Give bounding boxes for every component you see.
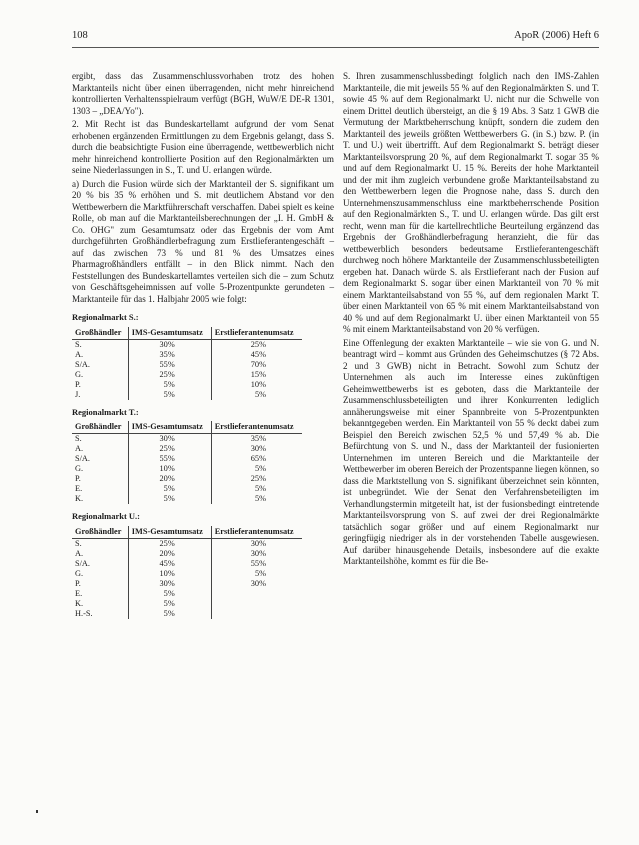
table-cell: 25% bbox=[128, 370, 211, 380]
table-header-row bbox=[72, 421, 302, 434]
table-row bbox=[72, 559, 302, 569]
table-cell: S/A. bbox=[72, 454, 128, 464]
table-cell: 5% bbox=[254, 389, 266, 399]
column-header: Großhändler bbox=[72, 526, 128, 539]
table-cell bbox=[211, 609, 302, 619]
table-cell: A. bbox=[72, 350, 128, 360]
table-row bbox=[72, 444, 302, 454]
table-cell: S/A. bbox=[72, 559, 128, 569]
page-number: 108 bbox=[72, 30, 88, 41]
table-cell: 30% bbox=[128, 579, 211, 589]
table-cell: G. bbox=[72, 569, 128, 579]
table-row bbox=[72, 434, 302, 445]
table-cell: 5% bbox=[128, 609, 211, 619]
paragraph: Eine Offenlegung der exakten Marktanteile – wie sie von G. und N. beantragt wird – kommt aus Gründen des Geheimschutzes (§ 72 Abs. 2 und 3 GWB) nicht in Betracht. Sowohl zum Schutz der Unternehmen als auch im Interesse eines zukünftigen Geheimwettbewerbs ist es geboten, dass die Marktanteile der Zusammenschlussbeteiligten und ihrer Konkurrenten lediglich annäherungsweise mit einer Spannbreite von 5-Prozentpunkten bekanntgegeben werden. Ein Marktanteil von 55 % deckt dabei zum Beispiel den Bereich zwischen 52,5 % und 57,49 % ab. Die Befürchtung von S. und N., dass der Marktanteil der fusionierten Unternehmen im unteren Bereich und die Marktanteile der Wettbewerber im oberen Bereich der Prozentspanne liegen können, so dass die Marktstellung von S. signifikant überzeichnet sein könnten, ist unbegründet. Wie der Senat den Verfahrensbeteiligten im Verhandlungstermin mitgeteilt hat, ist der fusionsbedingt eintretende Marktanteilsvorsprung von S. auf zwei der drei Regionalmärkte tatsächlich sogar größer und auf einem Regionalmarkt nur geringfügig niedriger als in der vorstehenden Tabelle ausgewiesen. Auf darüber hinausgehende Details, insbesondere auf die exakte Marktanteilshöhe, kommt es für die Be- bbox=[343, 337, 599, 566]
table-header-row bbox=[72, 327, 302, 340]
table-row bbox=[72, 350, 302, 360]
table-cell bbox=[211, 589, 302, 599]
table-cell: 55% bbox=[128, 454, 211, 464]
margin-mark bbox=[36, 810, 38, 813]
table-cell: 5% bbox=[254, 484, 266, 493]
table-cell: 5% bbox=[254, 464, 266, 473]
table-row bbox=[72, 599, 302, 609]
market-share-tables bbox=[72, 312, 334, 619]
table-cell: P. bbox=[72, 579, 128, 589]
table-cell: J. bbox=[72, 390, 128, 400]
right-column bbox=[343, 71, 599, 568]
table-cell bbox=[211, 599, 302, 609]
table-row bbox=[72, 339, 302, 350]
journal-reference: ApoR (2006) Heft 6 bbox=[514, 30, 599, 41]
table-cell: A. bbox=[72, 549, 128, 559]
table-title: Regionalmarkt T.: bbox=[72, 406, 139, 417]
column-header: IMS-Gesamtumsatz bbox=[128, 421, 211, 434]
table-cell: 5% bbox=[254, 568, 266, 578]
page-header bbox=[72, 30, 599, 44]
table-row bbox=[72, 609, 302, 619]
table-cell: 70% bbox=[250, 359, 266, 369]
table-cell: 65% bbox=[250, 454, 266, 463]
table-cell: 15% bbox=[250, 369, 266, 379]
table-row bbox=[72, 569, 302, 579]
column-header: IMS-Gesamtumsatz bbox=[128, 526, 211, 539]
table-cell: 30% bbox=[250, 578, 266, 588]
table-cell: 20% bbox=[128, 474, 211, 484]
column-header: Erstlieferantenumsatz bbox=[211, 421, 302, 434]
table-cell: G. bbox=[72, 464, 128, 474]
column-header: Erstlieferantenumsatz bbox=[211, 526, 302, 539]
table-cell: H.-S. bbox=[72, 609, 128, 619]
table-cell: 20% bbox=[128, 549, 211, 559]
table-cell: 30% bbox=[250, 444, 266, 453]
table-cell: G. bbox=[72, 370, 128, 380]
table-row bbox=[72, 474, 302, 484]
table-cell: 55% bbox=[250, 558, 266, 568]
table-row bbox=[72, 484, 302, 494]
table-cell: 5% bbox=[128, 589, 211, 599]
table-cell: 5% bbox=[128, 599, 211, 609]
table-cell: 5% bbox=[254, 494, 266, 503]
table-row bbox=[72, 464, 302, 474]
table-cell: S/A. bbox=[72, 360, 128, 370]
market-share-table bbox=[72, 327, 302, 400]
table-cell: 25% bbox=[128, 538, 211, 549]
table-title: Regionalmarkt S.: bbox=[72, 312, 139, 322]
column-header: Großhändler bbox=[72, 327, 128, 340]
table-row bbox=[72, 360, 302, 370]
table-cell: E. bbox=[72, 589, 128, 599]
market-share-table bbox=[72, 526, 302, 619]
table-row bbox=[72, 390, 302, 400]
table-cell: 25% bbox=[250, 474, 266, 483]
table-header-row bbox=[72, 526, 302, 539]
table-cell: S. bbox=[72, 434, 128, 445]
table-row bbox=[72, 494, 302, 504]
table-row bbox=[72, 370, 302, 380]
table-row bbox=[72, 454, 302, 464]
table-cell: S. bbox=[72, 339, 128, 350]
table-cell: K. bbox=[72, 494, 128, 504]
paragraph: S. Ihren zusammenschlussbedingt folglich nach den IMS-Zahlen Marktanteile, die mit jeweils 55 % auf den Regionalmärkten S. und T. sowie 45 % auf dem Regionalmarkt U. nicht nur die Schwelle von einem Drittel deutlich übersteigt, an die § 19 Abs. 3 Satz 1 GWB die Vermutung der Marktbeherrschung knüpft, sondern die zudem den Marktanteil des jeweils größten Wettbewerbers G. (in S.) bzw. P. (in T. und U.) weit übertrifft. Auf dem Regionalmarkt S. beträgt dieser Marktanteilsvorsprung 20 %, auf dem Regionalmarkt T. sogar 35 % und auf dem Regionalmarkt U. 15 %. Bereits der hohe Marktanteil und der mit ihm zugleich verbundene große Marktanteilsabstand zu den Wettbewerbern legen die Prognose nahe, dass S. durch den Unternehmenszusammenschluss eine marktbeherrschende Position auf den Regionalmärkten S., T. und U. erlangen würde. Das gilt erst recht, wenn man für die kartellrechtliche Beurteilung ergänzend das Ergebnis der Großhändlerbefragung heranzieht, die für das wettbewerblich besonders bedeutsame Erstlieferantengeschäft durchweg noch höhere Marktanteile der Zusammenschlussbeteiligten ergeben hat. Danach würde S. als Erstlieferant nach der Fusion auf dem Regionalmarkt S. sogar über einen Marktanteil von 70 % mit einem Marktanteilsabstand von 55 %, auf dem regionalen Markt T. über einen Marktanteil von 65 % mit einem Marktanteilsabstand von 40 % und auf dem Regionalmarkt U. über einen Marktanteil von 55 % mit einem Marktanteilsabstand von 20 % verfügen. bbox=[343, 71, 599, 334]
table-cell: 10% bbox=[250, 379, 266, 389]
column-header: IMS-Gesamtumsatz bbox=[128, 327, 211, 340]
table-row bbox=[72, 589, 302, 599]
column-header: Erstlieferantenumsatz bbox=[211, 327, 302, 340]
table-cell: 25% bbox=[250, 339, 266, 349]
left-column bbox=[72, 71, 334, 619]
table-cell: 35% bbox=[128, 350, 211, 360]
table-cell: 25% bbox=[128, 444, 211, 454]
table-cell: 55% bbox=[128, 360, 211, 370]
paragraph: ergibt, dass das Zusammenschlussvorhaben trotz des hohen Marktanteils nicht über einen überragenden, nicht mehr hinreichend kontrollierten Verhaltensspielraum verfügt (BGH, WuW/E DE-R 1301, 1303 – „DEA/Yo"). bbox=[72, 71, 334, 116]
table-cell: 35% bbox=[250, 434, 266, 443]
table-cell: A. bbox=[72, 444, 128, 454]
table-cell: 5% bbox=[128, 390, 211, 400]
table-cell: 5% bbox=[128, 380, 211, 390]
table-cell: 5% bbox=[128, 494, 211, 504]
table-cell: 10% bbox=[128, 464, 211, 474]
table-cell: 30% bbox=[250, 548, 266, 558]
table-cell: P. bbox=[72, 474, 128, 484]
header-rule bbox=[72, 47, 599, 48]
table-row bbox=[72, 579, 302, 589]
table-cell: 45% bbox=[250, 349, 266, 359]
table-cell: E. bbox=[72, 484, 128, 494]
table-cell: 30% bbox=[128, 434, 211, 445]
table-row bbox=[72, 549, 302, 559]
table-title: Regionalmarkt U.: bbox=[72, 511, 140, 521]
market-share-table bbox=[72, 421, 302, 504]
table-row bbox=[72, 538, 302, 549]
paragraph: a) Durch die Fusion würde sich der Marktanteil der S. signifikant um 20 % bis 35 % erhöhen und S. mit deutlichem Abstand vor den Wettbewerbern die Marktführerschaft verschaffen. Dabei spielt es keine Rolle, ob man auf die Marktanteilsberechnungen der „I. H. GmbH & Co. OHG" zum Gesamtumsatz oder das Ergebnis der vom Amt durchgeführten Großhändlerbefragung zum Erstlieferantengeschäft – auf das zwischen 73 % und 81 % des Umsatzes eines Pharmagroßhändlers entfällt – in den Blick nimmt. Nach den Feststellungen des Bundeskartellamtes verteilen sich die – zum Schutz von Geschäftsgeheimnissen auf volle 5-Prozentpunkte gerundeten – Marktanteile für das 1. Halbjahr 2005 wie folgt: bbox=[72, 178, 334, 304]
table-cell: 10% bbox=[128, 569, 211, 579]
table-cell: S. bbox=[72, 538, 128, 549]
table-cell: 45% bbox=[128, 559, 211, 569]
table-cell: 30% bbox=[128, 339, 211, 350]
paragraph: 2. Mit Recht ist das Bundeskartellamt aufgrund der vom Senat erhobenen ergänzenden Ermittlungen zu dem Ergebnis gelangt, dass S. durch die beabsichtigte Fusion eine überragende, wettbewerblich nicht mehr hinreichend kontrollierte Position auf den Regionalmärkten um seine Niederlassungen in S., T. und U. erlangen würde. bbox=[72, 119, 334, 175]
table-row bbox=[72, 380, 302, 390]
table-cell: 30% bbox=[250, 538, 266, 548]
table-cell: K. bbox=[72, 599, 128, 609]
table-cell: 5% bbox=[128, 484, 211, 494]
column-header: Großhändler bbox=[72, 421, 128, 434]
table-cell: P. bbox=[72, 380, 128, 390]
